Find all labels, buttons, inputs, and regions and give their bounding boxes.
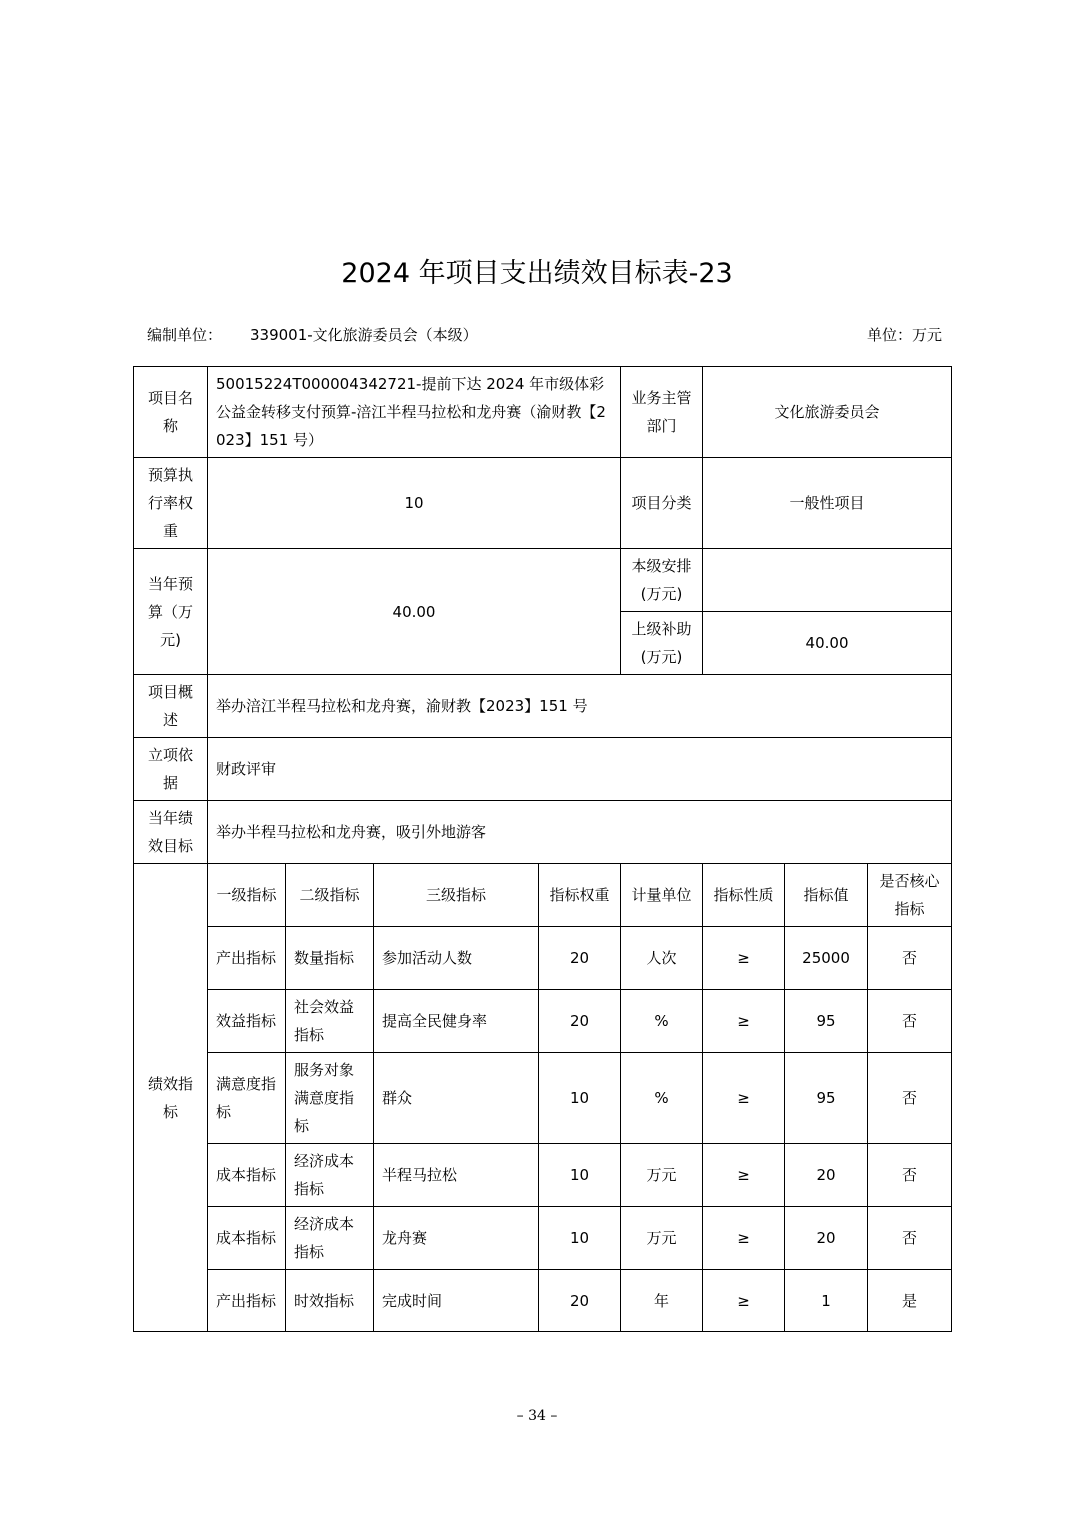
goal-row (134, 801, 952, 864)
overview: 举办涪江半程马拉松和龙舟赛，渝财教【2023】151 号 (208, 675, 952, 738)
indicator-row (134, 927, 952, 990)
project-name-row (134, 367, 952, 458)
indicator-cell: 群众 (374, 1053, 539, 1144)
local-row (134, 549, 952, 612)
performance-table (133, 366, 952, 1332)
indicator-cell: 25000 (785, 927, 868, 990)
basis-row (134, 738, 952, 801)
indicator-cell: 95 (785, 1053, 868, 1144)
header-cell: 指标权重 (539, 864, 621, 927)
indicator-cell: 否 (868, 1144, 952, 1207)
indicator-header-row (134, 864, 952, 927)
unit-row (147, 322, 942, 348)
header-cell: 计量单位 (621, 864, 703, 927)
dept: 文化旅游委员会 (703, 367, 952, 458)
indicator-cell: 年 (621, 1270, 703, 1332)
superior-label: 上级补助(万元) (621, 612, 703, 675)
budget-weight-row (134, 458, 952, 549)
indicator-cell: ≥ (703, 1144, 785, 1207)
indicator-cell: 人次 (621, 927, 703, 990)
indicator-cell: 10 (539, 1144, 621, 1207)
indicator-cell: 成本指标 (208, 1207, 286, 1270)
project-name: 50015224T000004342721-提前下达 2024 年市级体彩公益金转移支付预算-涪江半程马拉松和龙舟赛（渝财教【2023】151 号） (208, 367, 621, 458)
org-value: 339001-文化旅游委员会（本级） (250, 326, 478, 344)
indicator-cell: 20 (785, 1144, 868, 1207)
header-cell: 三级指标 (374, 864, 539, 927)
indicator-cell: 产出指标 (208, 927, 286, 990)
header-cell: 一级指标 (208, 864, 286, 927)
indicator-cell: 时效指标 (286, 1270, 374, 1332)
indicator-cell: ≥ (703, 927, 785, 990)
indicator-cell: 经济成本指标 (286, 1144, 374, 1207)
indicator-cell: ≥ (703, 1053, 785, 1144)
indicator-cell: 95 (785, 990, 868, 1053)
budget-weight-label: 预算执行率权重 (134, 458, 208, 549)
header-cell: 二级指标 (286, 864, 374, 927)
indicator-cell: % (621, 1053, 703, 1144)
header-cell: 是否核心指标 (868, 864, 952, 927)
indicator-cell: 否 (868, 1053, 952, 1144)
indicator-row (134, 1270, 952, 1332)
indicator-row (134, 1144, 952, 1207)
goal-label: 当年绩效目标 (134, 801, 208, 864)
category-label: 项目分类 (621, 458, 703, 549)
indicator-cell: % (621, 990, 703, 1053)
indicator-cell: 是 (868, 1270, 952, 1332)
year-budget: 40.00 (208, 549, 621, 675)
org-label: 编制单位： (147, 326, 223, 344)
indicator-cell: 服务对象满意度指标 (286, 1053, 374, 1144)
indicator-row (134, 990, 952, 1053)
basis: 财政评审 (208, 738, 952, 801)
indicator-cell: 龙舟赛 (374, 1207, 539, 1270)
indicator-cell: 参加活动人数 (374, 927, 539, 990)
basis-label: 立项依据 (134, 738, 208, 801)
indicator-cell: 10 (539, 1207, 621, 1270)
category: 一般性项目 (703, 458, 952, 549)
indicator-cell: 成本指标 (208, 1144, 286, 1207)
indicator-cell: 万元 (621, 1207, 703, 1270)
perf-label: 绩效指标 (134, 864, 208, 1332)
budget-weight: 10 (208, 458, 621, 549)
indicator-cell: 否 (868, 1207, 952, 1270)
indicator-cell: 20 (785, 1207, 868, 1270)
dept-label: 业务主管部门 (621, 367, 703, 458)
indicator-row (134, 1207, 952, 1270)
project-name-label: 项目名称 (134, 367, 208, 458)
indicator-cell: ≥ (703, 990, 785, 1053)
page-number: – 34 – (516, 1408, 558, 1424)
indicator-cell: 半程马拉松 (374, 1144, 539, 1207)
year-budget-label: 当年预算（万元) (134, 549, 208, 675)
indicator-cell: 20 (539, 1270, 621, 1332)
indicator-cell: 产出指标 (208, 1270, 286, 1332)
indicator-cell: ≥ (703, 1207, 785, 1270)
overview-label: 项目概述 (134, 675, 208, 738)
page-title: 2024 年项目支出绩效目标表-23 (341, 258, 733, 289)
goal: 举办半程马拉松和龙舟赛，吸引外地游客 (208, 801, 952, 864)
indicator-cell: 社会效益指标 (286, 990, 374, 1053)
indicator-row (134, 1053, 952, 1144)
local-label: 本级安排(万元) (621, 549, 703, 612)
header-cell: 指标值 (785, 864, 868, 927)
indicator-cell: 万元 (621, 1144, 703, 1207)
indicator-cell: 数量指标 (286, 927, 374, 990)
local-value (703, 549, 952, 612)
indicator-cell: 20 (539, 927, 621, 990)
indicator-cell: ≥ (703, 1270, 785, 1332)
indicator-cell: 提高全民健身率 (374, 990, 539, 1053)
indicator-cell: 效益指标 (208, 990, 286, 1053)
indicator-cell: 完成时间 (374, 1270, 539, 1332)
overview-row (134, 675, 952, 738)
indicator-cell: 20 (539, 990, 621, 1053)
header-cell: 指标性质 (703, 864, 785, 927)
indicator-cell: 1 (785, 1270, 868, 1332)
indicator-cell: 经济成本指标 (286, 1207, 374, 1270)
indicator-cell: 10 (539, 1053, 621, 1144)
currency-unit: 单位：万元 (866, 326, 942, 344)
superior-value: 40.00 (703, 612, 952, 675)
indicator-cell: 满意度指标 (208, 1053, 286, 1144)
indicator-cell: 否 (868, 927, 952, 990)
indicator-cell: 否 (868, 990, 952, 1053)
